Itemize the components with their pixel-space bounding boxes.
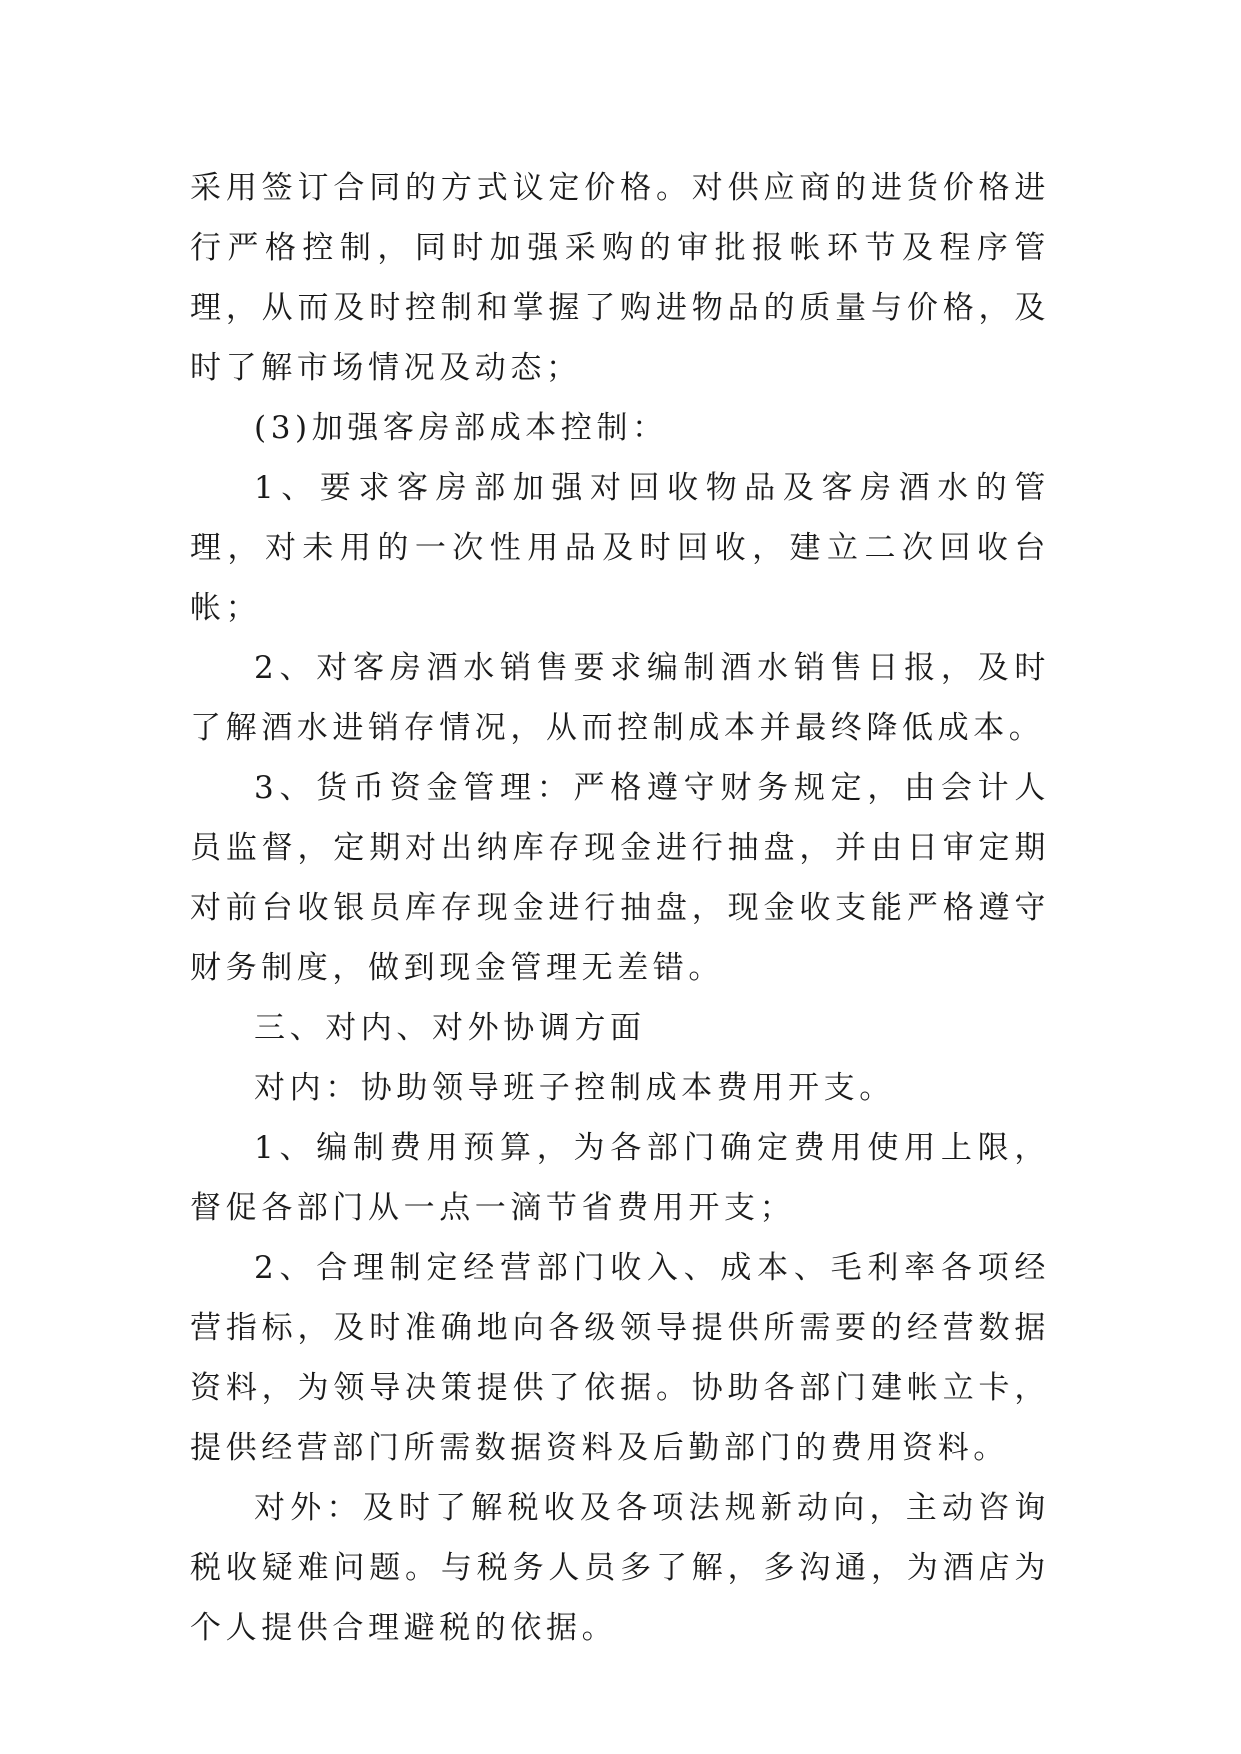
paragraph-housekeeping-item-1: 1、要求客房部加强对回收物品及客房酒水的管理，对未用的一次性用品及时回收，建立二次回收台帐；: [190, 470, 1050, 626]
paragraph-procurement-pricing: 采用签订合同的方式议定价格。对供应商的进货价格进行严格控制，同时加强采购的审批报帐环节及程序管理，从而及时控制和掌握了购进物品的质量与价格，及时了解市场情况及动态；: [190, 170, 1050, 386]
paragraph-internal-item-1: 1、编制费用预算，为各部门确定费用使用上限，督促各部门从一点一滴节省费用开支；: [190, 1130, 1050, 1226]
paragraph-housekeeping-cost-heading: (3)加强客房部成本控制：: [254, 410, 668, 446]
paragraph-housekeeping-item-2: 2、对客房酒水销售要求编制酒水销售日报，及时了解酒水进销存情况，从而控制成本并最终降低成本。: [190, 650, 1050, 746]
section-heading-coordination: 三、对内、对外协调方面: [254, 1010, 646, 1046]
paragraph-cash-management: 3、货币资金管理：严格遵守财务规定，由会计人员监督，定期对出纳库存现金进行抽盘，并由日审定期对前台收银员库存现金进行抽盘，现金收支能严格遵守财务制度，做到现金管理无差错。: [190, 770, 1050, 986]
paragraph-external-coordination: 对外：及时了解税收及各项法规新动向，主动咨询税收疑难问题。与税务人员多了解，多沟通，为酒店为个人提供合理避税的依据。: [190, 1490, 1050, 1646]
paragraph-internal-item-2: 2、合理制定经营部门收入、成本、毛利率各项经营指标，及时准确地向各级领导提供所需要的经营数据资料，为领导决策提供了依据。协助各部门建帐立卡，提供经营部门所需数据资料及后勤部门的费用资料。: [190, 1250, 1050, 1466]
document-body: [190, 158, 1050, 1658]
paragraph-internal-coordination: 对内：协助领导班子控制成本费用开支。: [254, 1070, 895, 1106]
